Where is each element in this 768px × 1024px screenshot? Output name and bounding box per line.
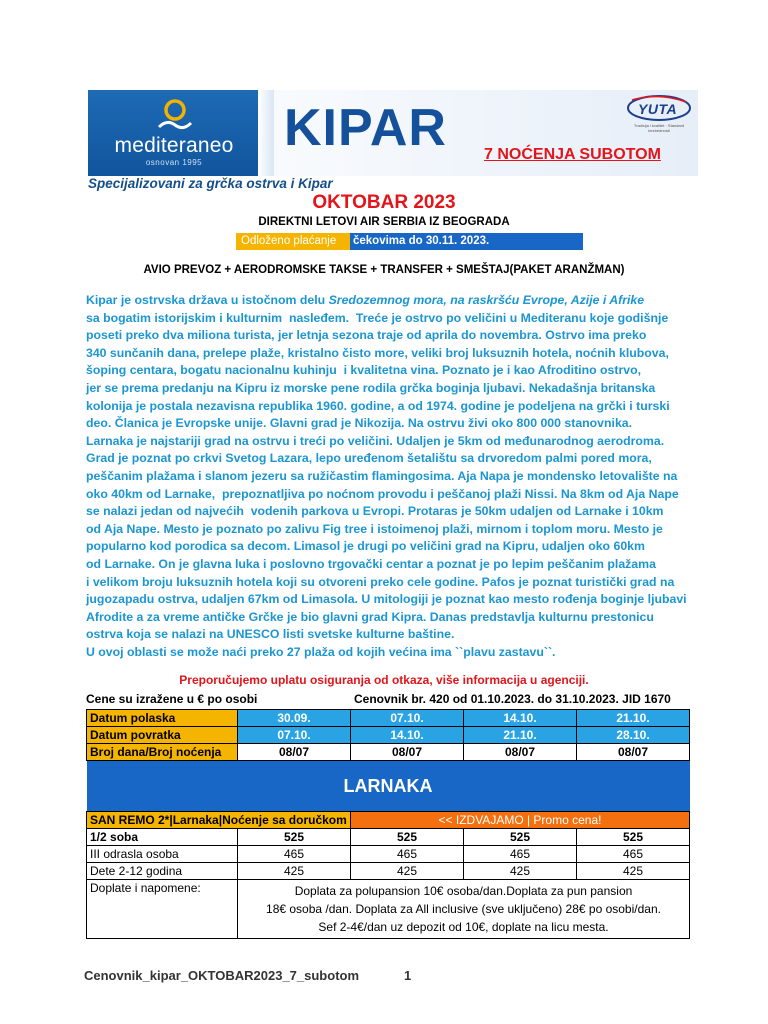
page-title: KIPAR (284, 99, 447, 157)
page-subtitle: 7 NOĆENJA SUBOTOM (484, 146, 661, 163)
page-number: 1 (404, 968, 412, 983)
footer-filename: Cenovnik_kipar_OKTOBAR2023_7_subotom (84, 968, 360, 983)
flights-note: DIREKTNI LETOVI AIR SERBIA IZ BEOGRADA (258, 216, 510, 228)
price-cell: 425 (238, 863, 351, 880)
price-row (87, 863, 690, 880)
description-line: i velikom broju luksuznih hotela koji su otvoreni preko cele godine. Pafos je poznat turistički grad na (86, 574, 675, 589)
package-description: AVIO PREVOZ + AERODROMSKE TAKSE + TRANSFER + SMEŠTAJ(PAKET ARANŽMAN) (143, 264, 625, 276)
description-line: šoping centara, bogatu nacionalnu kuhinju i kvalitetna vina. Poznato je i kao Afroditino ostrvo, (86, 363, 642, 378)
description-line: poseti preko dva miliona turista, jer letnja sezona traje od aprila do novembra. Ostrvo ima preko (86, 328, 647, 343)
insurance-note: Preporučujemo uplatu osiguranja od otkaza, više informacija u agenciji. (179, 673, 589, 687)
yuta-logo-text: YUTA (638, 101, 678, 117)
room-type-label: III odrasla osoba (87, 846, 238, 863)
notes-row (87, 880, 690, 939)
month-heading: OKTOBAR 2023 (312, 192, 456, 213)
description-line: U ovoj oblasti se može naći preko 27 plaža od kojih većina ima ``plavu zastavu``. (86, 644, 556, 659)
yuta-logo-subtext: Tradicija i kvalitet · Standard bezbednosti (633, 123, 685, 133)
description-line: Larnaka je najstariji grad na ostrvu i treći po veličini. Udaljen je 5km od međunarodnog aerodroma. (86, 433, 665, 448)
description-line: od Aja Nape. Mesto je poznato po zalivu Fig tree i istoimenoj plaži, mirnom i toplom moru. Mesto je (86, 521, 663, 536)
description-lead: Kipar je ostrvska država u istočnom delu (86, 293, 329, 307)
sun-wave-icon (155, 97, 195, 133)
return-label: Datum povratka (87, 727, 238, 744)
description-line: oko 40km od Larnake, prepoznatljiva po noćnom provodu i peščanoj plaži Nissi. Na 8km od Aja Nape (86, 486, 679, 501)
description-line: ostrva koja se nalazi na UNESCO listi svetske kulturne baštine. (86, 627, 455, 642)
note-line: Sef 2-4€/dan uz depozit od 10€, doplate na licu mesta. (318, 920, 609, 934)
hotel-row (87, 812, 690, 829)
departure-row (87, 710, 690, 727)
nights-label: Broj dana/Broj noćenja (87, 744, 238, 761)
price-cell: 465 (238, 846, 351, 863)
return-date: 21.10. (464, 727, 577, 744)
cyprus-description (86, 292, 706, 661)
logo-divider (258, 90, 274, 176)
payment-value: čekovima do 30.11. 2023. (350, 233, 583, 250)
region-row (87, 761, 690, 812)
description-line: sa bogatim istorijskim i kulturnim nasleđem. Treće je ostrvo po veličini u Mediteranu koje godišnje (86, 310, 669, 325)
payment-label: Odloženo plaćanje (236, 233, 350, 250)
price-cell: 425 (577, 863, 690, 880)
return-date: 28.10. (577, 727, 690, 744)
logo-name: mediteraneo (114, 134, 234, 157)
logo-subtext: osnovan 1995 (145, 158, 203, 167)
price-row (87, 846, 690, 863)
note-line: Doplata za polupansion 10€ osoba/dan.Doplata za pun pansion (294, 884, 633, 898)
nights-value: 08/07 (577, 744, 690, 761)
description-line: od Larnake. On je glavna luka i poslovno trgovački centar a poznat je po lepim peščanim plažama (86, 556, 656, 571)
room-type-label: Dete 2-12 godina (87, 863, 238, 880)
return-row (87, 727, 690, 744)
nights-value: 08/07 (238, 744, 351, 761)
nights-value: 08/07 (351, 744, 464, 761)
price-row (87, 829, 690, 846)
departure-date: 07.10. (351, 710, 464, 727)
price-cell: 425 (351, 863, 464, 880)
nights-row (87, 744, 690, 761)
notes-text (238, 880, 690, 939)
departure-label: Datum polaska (87, 710, 238, 727)
departure-date: 21.10. (577, 710, 690, 727)
departure-date: 14.10. (464, 710, 577, 727)
description-lead-italic: Sredozemnog mora, na raskršću Evrope, Azije i Afrike (328, 293, 645, 307)
price-cell: 425 (464, 863, 577, 880)
room-type-label: 1/2 soba (87, 829, 238, 846)
notes-label: Doplate i napomene: (87, 880, 238, 939)
description-line: se nalazi jedan od najvećih vodenih parkova u Evropi. Protaras je 50km udaljen od Larnake i 10km (86, 504, 664, 519)
price-cell: 465 (464, 846, 577, 863)
departure-date: 30.09. (238, 710, 351, 727)
description-line: Afrodite a za vreme antičke Grčke je bio glavni grad Kipra. Danas predstavlja kulturnu prestonicu (86, 609, 654, 624)
description-line: kolonija je postala nezavisna republika 1960. godine, a od 1974. godine je podeljena na grčki i turski (86, 398, 670, 413)
return-date: 07.10. (238, 727, 351, 744)
description-line: jer se prema predanju na Kipru iz morske pene rodila grčka boginja ljubavi. Nekadašnja britanska (86, 380, 656, 395)
hotel-name: SAN REMO 2*|Larnaka|Noćenje sa doručkom (87, 812, 351, 829)
price-cell: 525 (351, 829, 464, 846)
nights-value: 08/07 (464, 744, 577, 761)
pricelist-number: Cenovnik br. 420 od 01.10.2023. do 31.10.2023. JID 1670 (354, 692, 671, 706)
region-heading: LARNAKA (87, 761, 690, 812)
tagline: Specijalizovani za grčka ostrva i Kipar (88, 176, 333, 191)
price-table (86, 709, 690, 939)
price-cell: 465 (351, 846, 464, 863)
description-line: deo. Članica je Evropske unije. Glavni grad je Nikozija. Na ostrvu živi oko 800 000 stanovnika. (86, 416, 633, 431)
description-line: 340 sunčanih dana, prelepe plaže, kristalno čisto more, veliki broj luksuznih hotela, noćnih klubova, (86, 345, 669, 360)
currency-note: Cene su izražene u € po osobi (86, 692, 258, 706)
return-date: 14.10. (351, 727, 464, 744)
description-line: Grad je poznat po crkvi Svetog Lazara, lepo uređenom šetalištu sa drvoredom palmi pored mora, (86, 451, 652, 466)
note-line: 18€ osoba /dan. Doplata za All inclusive (sve uključeno) 28€ po osobi/dan. (266, 902, 661, 916)
description-line: jugozapadu ostrva, udaljen 67km od Limasola. U mitologiji je poznat kao mesto rođenja boginje ljubavi (86, 592, 687, 607)
price-cell: 465 (577, 846, 690, 863)
price-cell: 525 (577, 829, 690, 846)
description-line: peščanim plažama i slanom jezeru sa ružičastim flamingosima. Aja Napa je mondensko letovalište na (86, 468, 678, 483)
promo-badge: << IZDVAJAMO | Promo cena! (351, 812, 690, 829)
price-cell: 525 (464, 829, 577, 846)
price-cell: 525 (238, 829, 351, 846)
description-line: popularno kod porodica sa decom. Limasol je drugi po veličini grad na Kipru, udaljen oko 60km (86, 539, 645, 554)
